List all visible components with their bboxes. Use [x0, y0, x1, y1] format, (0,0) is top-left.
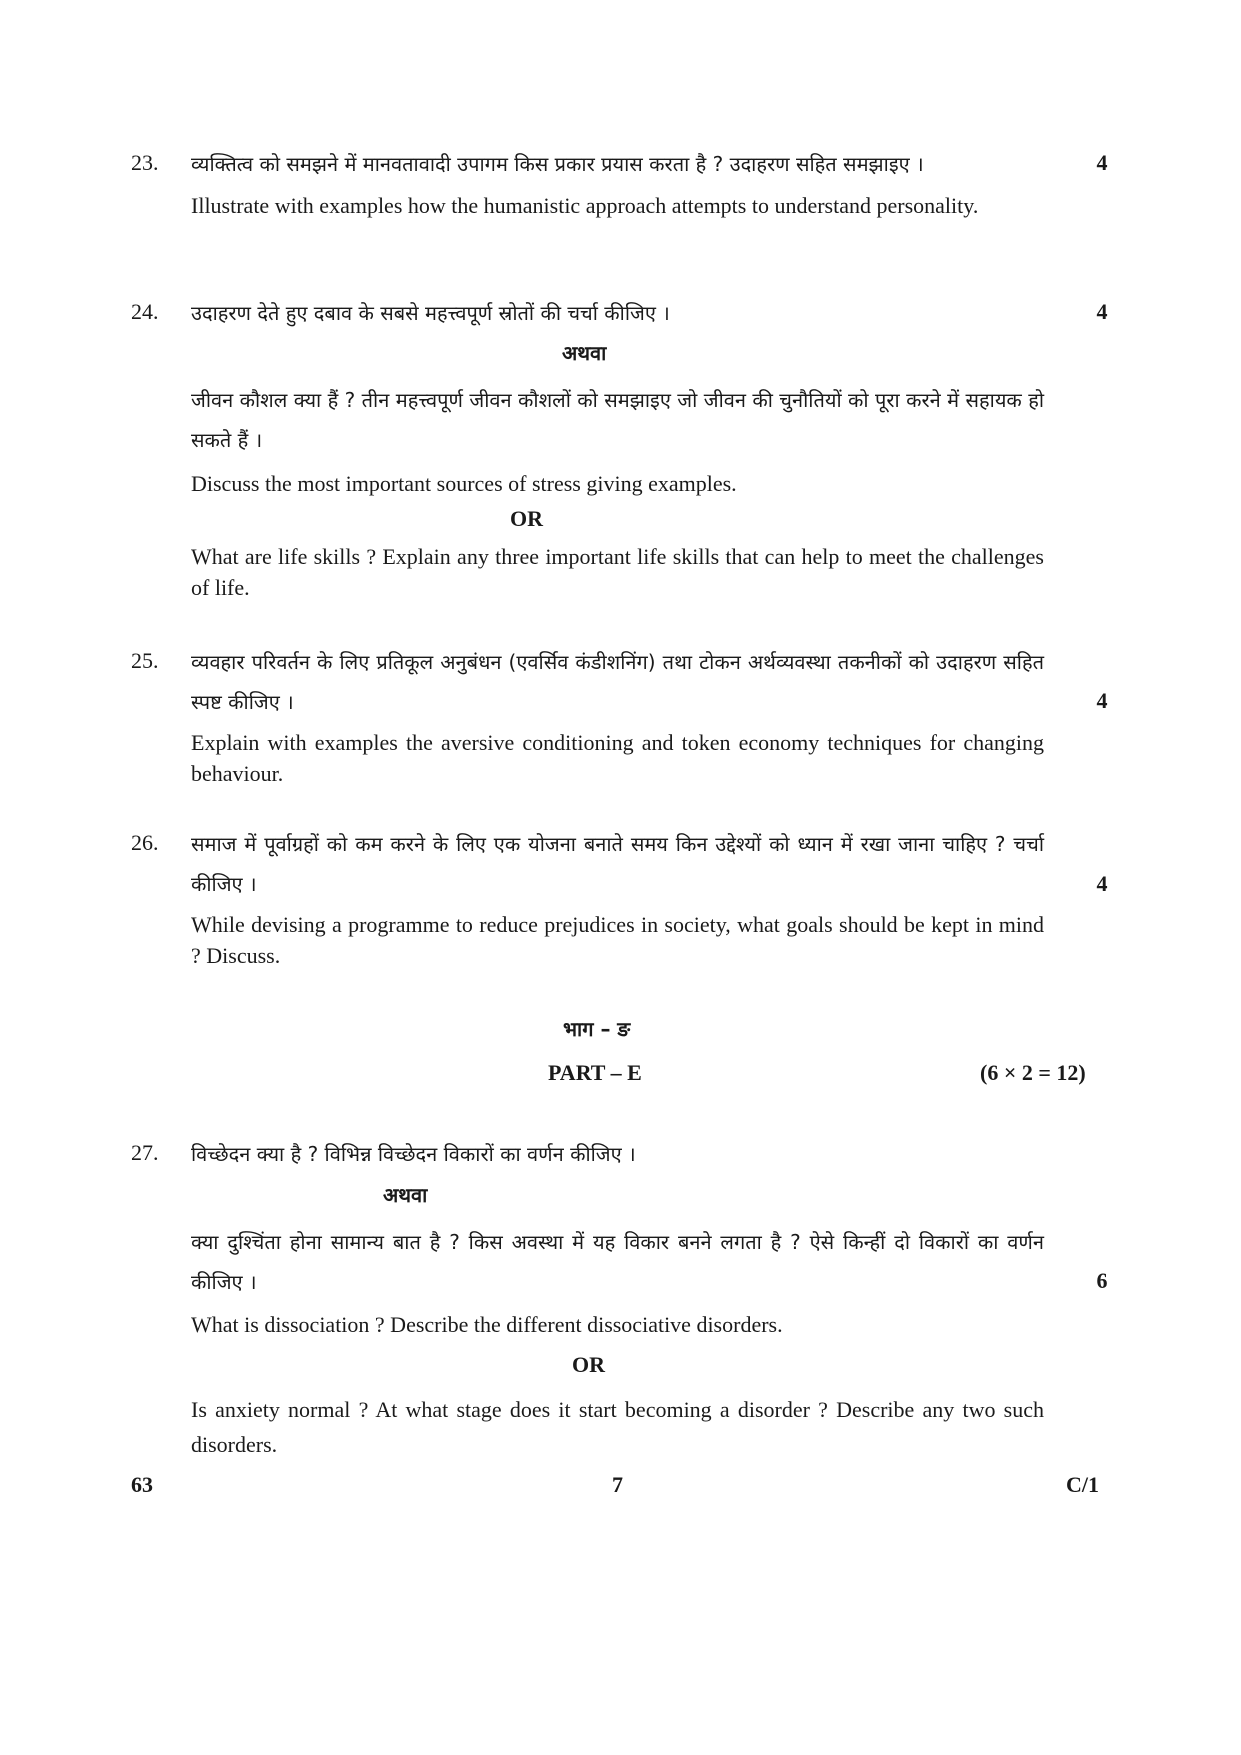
question-24-hindi: उदाहरण देते हुए दबाव के सबसे महत्त्वपूर्ण स्रोतों की चर्चा कीजिए । [191, 301, 670, 325]
section-marks-formula: (6 × 2 = 12) [980, 1060, 1086, 1085]
question-26-english: While devising a programme to reduce prejudices in society, what goals should be kept in mind ? Discuss. [191, 912, 1044, 968]
question-27-marks: 6 [1096, 1268, 1108, 1293]
question-23-number: 23. [131, 150, 159, 175]
question-25-english: Explain with examples the aversive conditioning and token economy techniques for changing behaviour. [191, 730, 1044, 786]
question-25-number: 25. [131, 648, 159, 673]
footer-page-number: 7 [612, 1472, 623, 1497]
question-27-english-or: OR [572, 1352, 605, 1377]
question-23-hindi: व्यक्तित्व को समझने में मानवतावादी उपागम किस प्रकार प्रयास करता है ? उदाहरण सहित समझाइए । [191, 152, 924, 176]
question-27-hindi-alternative: क्या दुश्चिंता होना सामान्य बात है ? किस अवस्था में यह विकार बनने लगता है ? ऐसे किन्हीं दो विकारों का वर्णन कीजिए । [191, 1230, 1044, 1294]
footer-series-code: C/1 [1066, 1472, 1099, 1497]
question-27-number: 27. [131, 1140, 159, 1165]
footer-paper-code: 63 [131, 1472, 153, 1497]
section-hindi-heading: भाग – ङ [563, 1017, 631, 1041]
question-27-english-alternative: Is anxiety normal ? At what stage does it start becoming a disorder ? Describe any two such disorders. [191, 1397, 1044, 1457]
question-23-marks: 4 [1096, 150, 1108, 175]
question-27-english: What is dissociation ? Describe the different dissociative disorders. [191, 1312, 783, 1337]
question-25-hindi: व्यवहार परिवर्तन के लिए प्रतिकूल अनुबंधन (एवर्सिव कंडीशनिंग) तथा टोकन अर्थव्यवस्था तकनीकों को उदाहरण सहित स्पष्ट कीजिए । [191, 650, 1044, 714]
question-25-marks: 4 [1096, 688, 1108, 713]
question-27-hindi: विच्छेदन क्या है ? विभिन्न विच्छेदन विकारों का वर्णन कीजिए । [191, 1142, 636, 1166]
question-24-english-alternative: What are life skills ? Explain any three important life skills that can help to meet the challenges of life. [191, 544, 1044, 600]
question-26-marks: 4 [1096, 871, 1108, 896]
question-24-hindi-or: अथवा [562, 341, 607, 365]
section-english-heading: PART – E [548, 1060, 642, 1085]
question-24-marks: 4 [1096, 299, 1108, 324]
question-26-hindi: समाज में पूर्वाग्रहों को कम करने के लिए एक योजना बनाते समय किन उद्देश्यों को ध्यान में रखा जाना चाहिए ? चर्चा कीजिए । [191, 832, 1044, 896]
question-26-number: 26. [131, 830, 159, 855]
question-27-hindi-or: अथवा [383, 1183, 428, 1207]
question-24-number: 24. [131, 299, 159, 324]
question-24-english-or: OR [510, 506, 543, 531]
question-24-english: Discuss the most important sources of stress giving examples. [191, 471, 737, 496]
question-23-english: Illustrate with examples how the humanistic approach attempts to understand personality. [191, 193, 979, 218]
question-24-hindi-alternative: जीवन कौशल क्या हैं ? तीन महत्त्वपूर्ण जीवन कौशलों को समझाइए जो जीवन की चुनौतियों को पूरा करने में सहायक हो सकते हैं । [191, 388, 1044, 452]
